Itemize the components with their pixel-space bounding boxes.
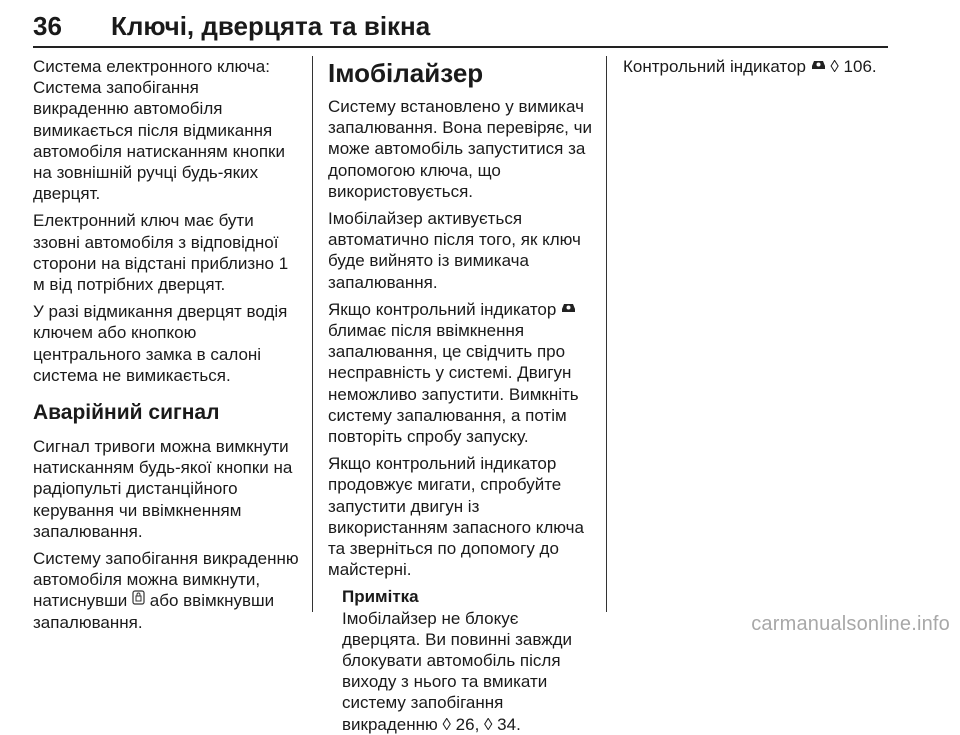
paragraph: Сигнал тривоги можна вимкнути натисканням будь-якої кнопки на радіопульті дистанційного керування чи ввімкненням запалювання. <box>33 437 293 541</box>
section-heading-immobilizer: Імобілайзер <box>328 58 484 88</box>
car-key-icon <box>811 56 826 77</box>
page-number: 36 <box>33 10 62 41</box>
text: або ввімкнувши запалювання. <box>33 591 275 632</box>
column-divider <box>312 56 313 612</box>
column-1 <box>33 56 299 639</box>
text: блимає після ввімкнення запалювання, це свідчить про несправність у системі. Двигун неможливо запустити. Вимкніть систему запалювання, а потім повторіть спробу запуску. <box>328 321 579 447</box>
column-3 <box>623 56 913 83</box>
paragraph <box>33 548 299 633</box>
page-ref-link[interactable]: 34. <box>497 714 521 734</box>
note-block <box>328 586 598 734</box>
column-2 <box>328 58 598 735</box>
paragraph: Якщо контрольний індикатор продовжує мигати, спробуйте запустити двигун із використанням запасного ключа та зверніться по допомогу до майстерні. <box>328 454 584 580</box>
paragraph <box>623 56 913 77</box>
paragraph: Електронний ключ має бути ззовні автомобіля з відповідної сторони на відстані приблизно 1 м від потрібних дверцят. <box>33 211 289 295</box>
car-key-icon <box>561 299 576 320</box>
paragraph: Система електронного ключа: Система запобігання викраденню автомобіля вимикається після відмикання автомобіля натисканням кнопки на зовнішній ручці будь-яких дверцят. <box>33 57 285 204</box>
note-title: Примітка <box>342 587 419 607</box>
watermark: carmanualsonline.info <box>751 613 950 635</box>
text: Систему запобігання викраденню автомобіля можна вимкнути, натиснувши <box>33 549 299 611</box>
ref-arrow-icon: ◊ <box>442 714 451 734</box>
text: Контрольний індикатор <box>623 57 806 76</box>
text: Якщо контрольний індикатор <box>328 299 557 319</box>
paragraph: Імобілайзер активується автоматично після того, як ключ буде вийнято із вимикача запалювання. <box>328 209 581 292</box>
text: Імобілайзер не блокує дверцята. Ви повинні завжди блокувати автомобіль після виходу з нього та вмикати систему запобігання викраденню <box>342 608 573 734</box>
page-header <box>33 6 888 48</box>
column-divider <box>606 56 607 612</box>
page-ref-link[interactable]: 106. <box>843 57 877 76</box>
paragraph: Систему встановлено у вимикач запалювання. Вона перевіряє, чи може автомобіль запуститися за допомогою ключа, що використовується. <box>328 97 592 201</box>
section-heading-alarm: Аварійний сигнал <box>33 401 220 425</box>
page-ref-link[interactable]: 26 <box>455 714 475 734</box>
page-title: Ключі, дверцята та вікна <box>111 10 431 41</box>
ref-arrow-icon: ◊ <box>830 57 839 76</box>
paragraph <box>328 299 598 447</box>
ref-arrow-icon: ◊ <box>484 714 493 734</box>
note-text: Імобілайзер не блокує дверцята. Ви повинні завжди блокувати автомобіль після виходу з нього та вмикати систему запобігання викраденню ◊ 26, ◊ 34. <box>342 608 573 734</box>
lock-button-icon <box>132 590 145 611</box>
paragraph: У разі відмикання дверцят водія ключем або кнопкою центрального замка в салоні система не вимикається. <box>33 302 288 385</box>
